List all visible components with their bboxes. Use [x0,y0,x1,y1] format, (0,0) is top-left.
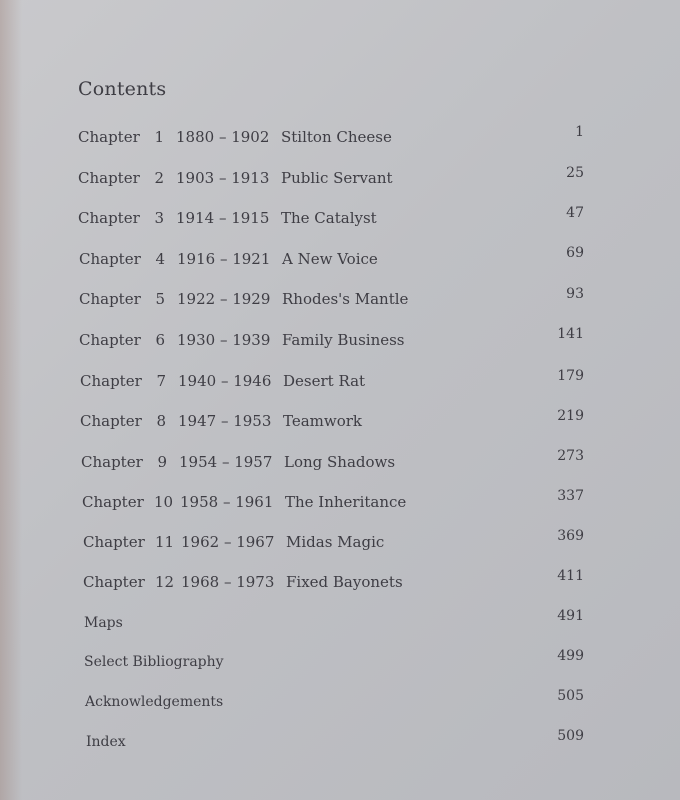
toc-chapter-row [82,493,407,515]
chapter-page-number: 93 [566,286,584,302]
chapter-years: 1930 – 1939 [177,331,271,349]
back-matter-page-number: 505 [557,688,584,704]
chapter-number: 4 [155,250,165,268]
back-matter-page-number: 509 [557,728,584,744]
chapter-title: Rhodes's Mantle [282,290,409,308]
chapter-years: 1940 – 1946 [178,372,272,390]
back-matter-title: Acknowledgements [85,694,224,710]
toc-chapter-row [81,453,401,475]
chapter-number: 9 [157,453,167,471]
chapter-page-number: 47 [566,205,584,221]
chapter-label: Chapter [78,209,140,227]
back-matter-page-number: 499 [557,648,584,664]
chapter-page-number: 25 [566,165,584,181]
chapter-title: Public Servant [281,169,393,187]
chapter-page-number: 411 [557,568,584,584]
chapter-label: Chapter [79,290,141,308]
chapter-page-number: 219 [557,408,584,424]
chapter-label: Chapter [78,169,140,187]
back-matter-title: Index [86,734,126,750]
toc-chapter-row [78,209,398,231]
chapter-number: 8 [156,412,166,430]
chapter-years: 1968 – 1973 [181,573,275,591]
chapter-label: Chapter [81,453,143,471]
chapter-label: Chapter [80,372,142,390]
chapter-years: 1903 – 1913 [176,169,270,187]
chapter-title: Desert Rat [283,372,366,390]
chapter-years: 1962 – 1967 [181,533,275,551]
toc-chapter-row [79,290,409,312]
chapter-title: A New Voice [282,250,378,268]
chapter-label: Chapter [80,412,142,430]
toc-chapter-row [78,128,398,150]
chapter-years: 1916 – 1921 [177,250,271,268]
chapter-number: 5 [155,290,165,308]
chapter-number: 11 [155,533,175,551]
chapter-page-number: 1 [575,124,584,140]
back-matter-title: Maps [84,615,123,631]
chapter-number: 2 [154,169,164,187]
chapter-number: 3 [154,209,164,227]
chapter-title: The Inheritance [285,493,407,511]
toc-chapter-row [79,331,405,353]
chapter-title: Midas Magic [286,533,385,551]
chapter-title: Stilton Cheese [281,128,392,146]
chapter-label: Chapter [79,331,141,349]
chapter-page-number: 69 [566,245,584,261]
chapter-years: 1947 – 1953 [178,412,272,430]
chapter-page-number: 179 [557,368,584,384]
toc-chapter-row [80,412,400,434]
chapter-title: Family Business [282,331,405,349]
chapter-number: 12 [155,573,175,591]
chapter-label: Chapter [78,128,140,146]
toc-chapter-row [78,169,398,191]
chapter-years: 1954 – 1957 [179,453,273,471]
chapter-label: Chapter [79,250,141,268]
chapter-years: 1958 – 1961 [180,493,274,511]
toc-chapter-row [83,573,403,595]
chapter-title: Teamwork [283,412,363,430]
chapter-title: The Catalyst [281,209,377,227]
chapter-number: 10 [154,493,174,511]
chapter-label: Chapter [82,493,144,511]
chapter-title: Fixed Bayonets [286,573,403,591]
chapter-page-number: 337 [557,488,584,504]
chapter-title: Long Shadows [284,453,396,471]
back-matter-page-number: 491 [557,608,584,624]
chapter-page-number: 369 [557,528,584,544]
chapter-page-number: 273 [557,448,584,464]
chapter-number: 6 [155,331,165,349]
page-title: Contents [78,78,167,100]
chapter-years: 1914 – 1915 [176,209,270,227]
chapter-number: 7 [156,372,166,390]
toc-chapter-row [79,250,399,272]
chapter-years: 1880 – 1902 [176,128,270,146]
toc-chapter-row [80,372,400,394]
chapter-years: 1922 – 1929 [177,290,271,308]
chapter-page-number: 141 [557,326,584,342]
toc-chapter-row [83,533,403,555]
back-matter-title: Select Bibliography [84,654,224,670]
chapter-label: Chapter [83,573,145,591]
chapter-label: Chapter [83,533,145,551]
chapter-number: 1 [154,128,164,146]
page-edge-shadow [0,0,22,800]
